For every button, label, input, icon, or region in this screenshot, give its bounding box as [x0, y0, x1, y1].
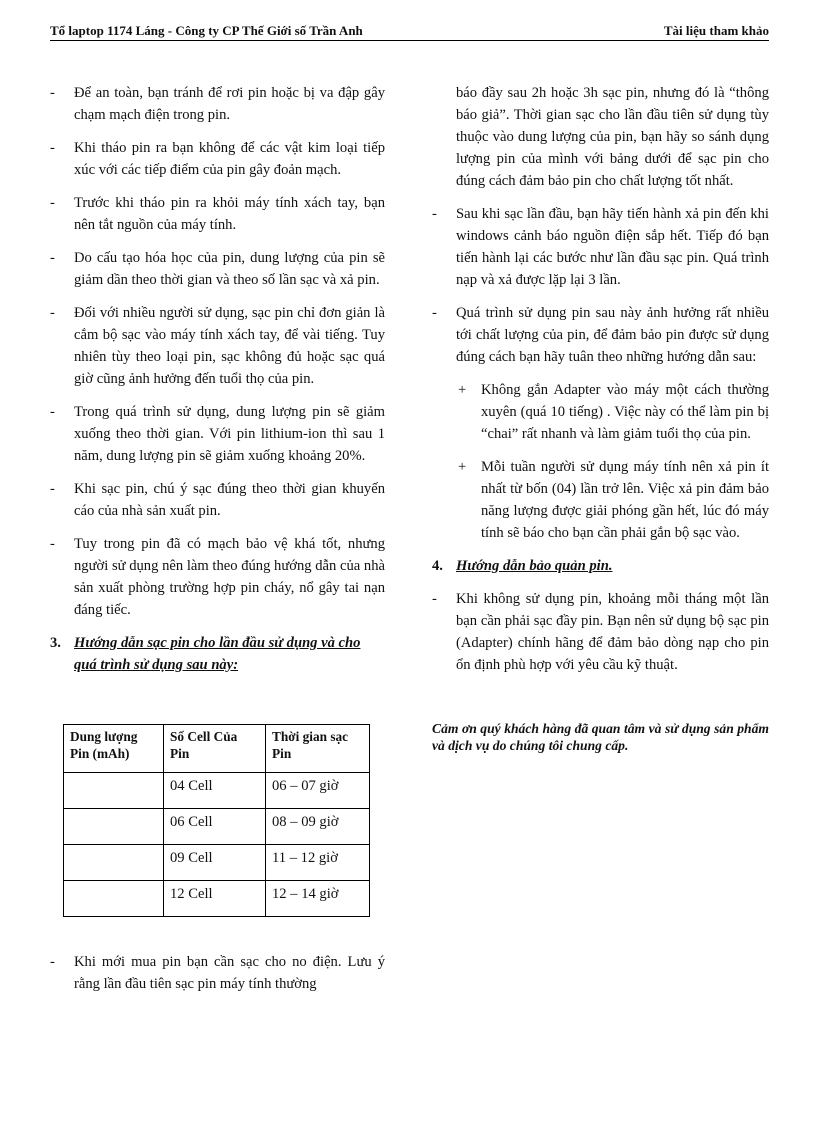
table-row — [64, 773, 370, 809]
list-item: - Để an toàn, bạn tránh để rơi pin hoặc bị va đập gây chạm mạch điện trong pin. — [50, 82, 385, 126]
header-doc-type: Tài liệu tham khảo — [663, 23, 769, 38]
table-cell: 06 – 07 giờ — [266, 773, 370, 809]
dash-bullet: - — [50, 954, 55, 970]
dash-bullet: - — [432, 206, 437, 222]
list-item: - Tuy trong pin đã có mạch bảo vệ khá tốt, nhưng người sử dụng nên làm theo đúng hướng dẫn của nhà sản xuất phòng trường hợp pin cháy, nổ gây tai nạn đáng tiếc. — [50, 533, 385, 621]
plus-bullet: + — [458, 459, 467, 475]
dash-bullet: - — [432, 591, 437, 607]
list-item: - Khi mới mua pin bạn cần sạc cho no điện. Lưu ý rằng lần đầu tiên sạc pin máy tính thường — [50, 951, 385, 995]
list-item: - Trong quá trình sử dụng, dung lượng pin sẽ giảm xuống theo thời gian. Với pin lithium-ion thì sau 1 năm, dung lượng pin sẽ giảm xuống khoảng 20%. — [50, 401, 385, 467]
dash-bullet: - — [50, 404, 55, 420]
table-cell: 12 Cell — [164, 881, 266, 917]
table-cell — [64, 773, 164, 809]
list-item: - Đối với nhiều người sử dụng, sạc pin chỉ đơn giản là cắm bộ sạc vào máy tính xách tay, để vài tiếng. Tuy nhiên tùy theo loại pin, sạc không đủ hoặc sạc quá giờ cũng ảnh hưởng đến tuổi thọ của pin. — [50, 302, 385, 390]
list-item: - Sau khi sạc lần đầu, bạn hãy tiến hành xả pin đến khi windows cảnh báo nguồn điện sắp hết. Tiếp đó bạn tiến hành lại các bước như lần đầu sạc pin. Quá trình nạp và xả được lặp lại 3 lần. — [432, 203, 769, 291]
table-cell: 08 – 09 giờ — [266, 809, 370, 845]
section-number: 3. — [50, 635, 61, 651]
right-column — [432, 82, 769, 754]
continuation-paragraph: báo đầy sau 2h hoặc 3h sạc pin, nhưng đó là “thông báo giả”. Thời gian sạc cho lần đầu tiên sử dụng tùy thuộc vào dung lượng của pin, bạn hãy so sánh dụng lượng pin của mình với bảng dưới để sạc pin cho đúng cách đảm bảo pin cho chất lượng tốt nhất. — [456, 85, 769, 189]
list-item: - Do cấu tạo hóa học của pin, dung lượng của pin sẽ giảm dần theo thời gian và theo số lần sạc và xả pin. — [50, 247, 385, 291]
dash-bullet: - — [50, 85, 55, 101]
list-item: - Khi không sử dụng pin, khoảng mỗi tháng một lần bạn cần phải sạc đầy pin. Bạn nên sử dụng bộ sạc pin (Adapter) chính hãng để đảm bảo dòng nạp cho pin ổn định phù hợp với yêu cầu kỹ thuật. — [432, 588, 769, 676]
table-header-capacity: Dung lượng Pin (mAh) — [64, 725, 164, 773]
table-cell: 09 Cell — [164, 845, 266, 881]
table-cell: 06 Cell — [164, 809, 266, 845]
page-header — [50, 22, 769, 41]
dash-bullet: - — [50, 250, 55, 266]
section-heading-4 — [432, 555, 769, 577]
section-heading-3 — [50, 632, 385, 676]
table-header-cells: Số Cell Của Pin — [164, 725, 266, 773]
dash-bullet: - — [432, 305, 437, 321]
plus-bullet: + — [458, 382, 467, 398]
table-cell — [64, 845, 164, 881]
list-item: - Khi sạc pin, chú ý sạc đúng theo thời gian khuyến cáo của nhà sản xuất pin. — [50, 478, 385, 522]
section-title: Hướng dẫn bảo quản pin. — [456, 558, 613, 574]
table-cell — [64, 881, 164, 917]
list-item: - Quá trình sử dụng pin sau này ảnh hưởng rất nhiều tới chất lượng của pin, để đảm bảo pin được sử dụng đúng cách bạn hãy tuân theo những hướng dẫn sau: — [432, 302, 769, 368]
table-header-row — [64, 725, 370, 773]
table-cell: 11 – 12 giờ — [266, 845, 370, 881]
left-column — [50, 82, 385, 1006]
table-cell — [64, 809, 164, 845]
list-item: - Khi tháo pin ra bạn không để các vật kim loại tiếp xúc với các tiếp điểm của pin gây đoản mạch. — [50, 137, 385, 181]
section-title: Hướng dẫn sạc pin cho lần đầu sử dụng và cho quá trình sử dụng sau này: — [74, 635, 361, 673]
table-row — [64, 881, 370, 917]
dash-bullet: - — [50, 536, 55, 552]
sub-list-item: + Mỗi tuần người sử dụng máy tính nên xả pin ít nhất từ bốn (04) lần trở lên. Việc xả pin đảm bảo năng lượng được giải phóng gần hết, lúc đó máy tính sẽ báo cho bạn cần phải gắn bộ sạc vào. — [432, 456, 769, 544]
thank-you-note: Cảm ơn quý khách hàng đã quan tâm và sử dụng sản phẩm và dịch vụ do chúng tôi chung cấp. — [432, 721, 769, 753]
list-item: - Trước khi tháo pin ra khỏi máy tính xách tay, bạn nên tắt nguồn của máy tính. — [50, 192, 385, 236]
section-number: 4. — [432, 558, 443, 574]
dash-bullet: - — [50, 195, 55, 211]
dash-bullet: - — [50, 140, 55, 156]
sub-list-item: + Không gắn Adapter vào máy một cách thường xuyên (quá 10 tiếng) . Việc này có thể làm pin bị “chai” rất nhanh và làm giảm tuổi thọ của pin. — [432, 379, 769, 445]
table-cell: 12 – 14 giờ — [266, 881, 370, 917]
table-row — [64, 809, 370, 845]
header-company: Tổ laptop 1174 Láng - Công ty CP Thế Giới số Trần Anh — [50, 23, 363, 38]
table-cell: 04 Cell — [164, 773, 266, 809]
dash-bullet: - — [50, 481, 55, 497]
table-header-time: Thời gian sạc Pin — [266, 725, 370, 773]
charging-time-table — [63, 724, 370, 917]
dash-bullet: - — [50, 305, 55, 321]
table-row — [64, 845, 370, 881]
